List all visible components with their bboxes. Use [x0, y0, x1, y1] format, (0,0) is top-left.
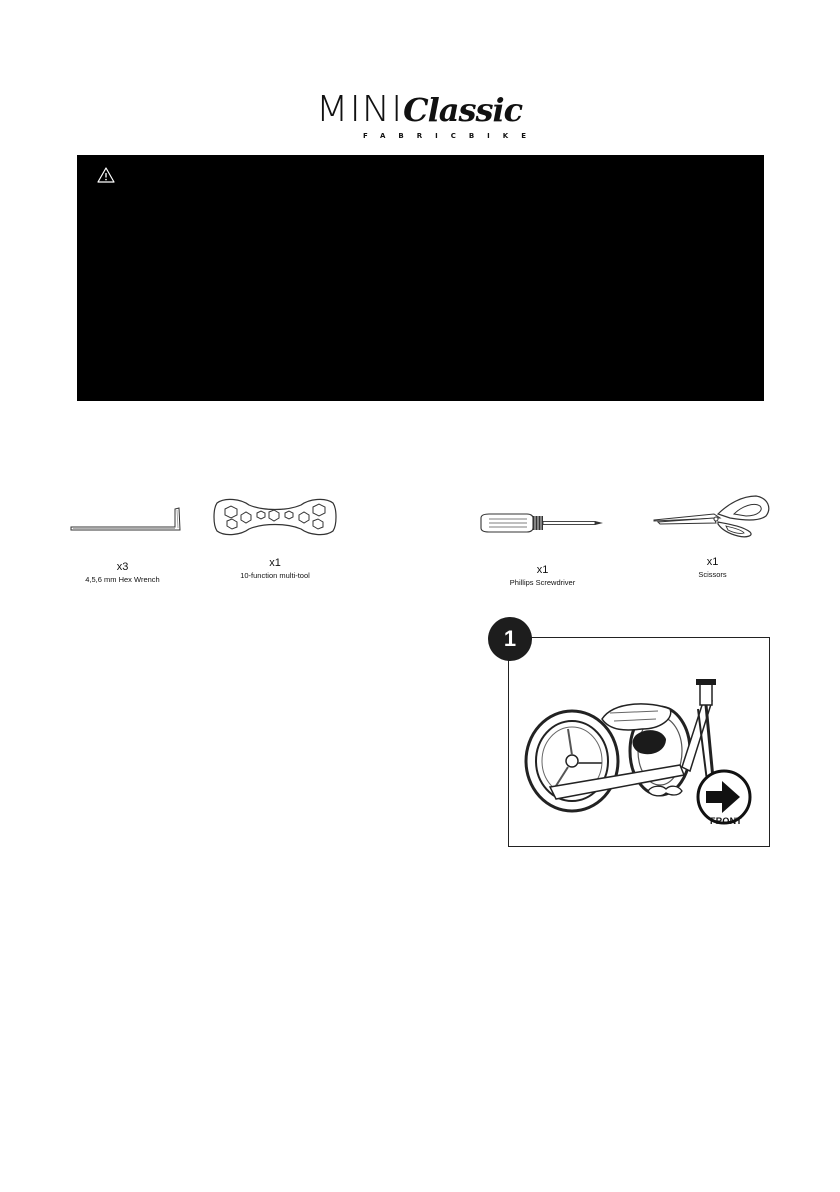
logo-classic-text: Classic: [403, 91, 523, 129]
tool-scissors: [650, 490, 775, 579]
tool-name: 10-function multi-tool: [240, 571, 310, 580]
bike-illustration: [510, 639, 768, 845]
logo-subtitle: FABRICBIKE: [362, 132, 539, 140]
tool-multi-tool: [210, 495, 340, 580]
tool-hex-wrench: [60, 505, 185, 584]
tool-name: 4,5,6 mm Hex Wrench: [85, 575, 160, 584]
logo-mini-text: MINI: [315, 89, 404, 130]
step-1-panel: [488, 617, 776, 850]
screwdriver-icon: [475, 510, 610, 536]
warning-panel: [77, 155, 764, 401]
warning-triangle-icon: [97, 167, 115, 183]
tool-name: Scissors: [698, 570, 727, 579]
tool-screwdriver: [475, 510, 610, 587]
logo-wordmark: [315, 89, 523, 130]
tool-name: Phillips Screwdriver: [509, 578, 576, 587]
front-label: FRONT: [710, 816, 742, 826]
tool-qty: x1: [269, 557, 281, 569]
tool-qty: x1: [706, 556, 719, 568]
scissors-icon: [650, 490, 775, 538]
tool-qty: x1: [536, 564, 549, 576]
multi-tool-icon: [211, 495, 339, 539]
hex-wrench-icon: [63, 505, 183, 535]
tool-qty: x3: [116, 561, 129, 573]
step-number-badge: 1: [488, 617, 532, 661]
brand-logo: [0, 89, 840, 140]
